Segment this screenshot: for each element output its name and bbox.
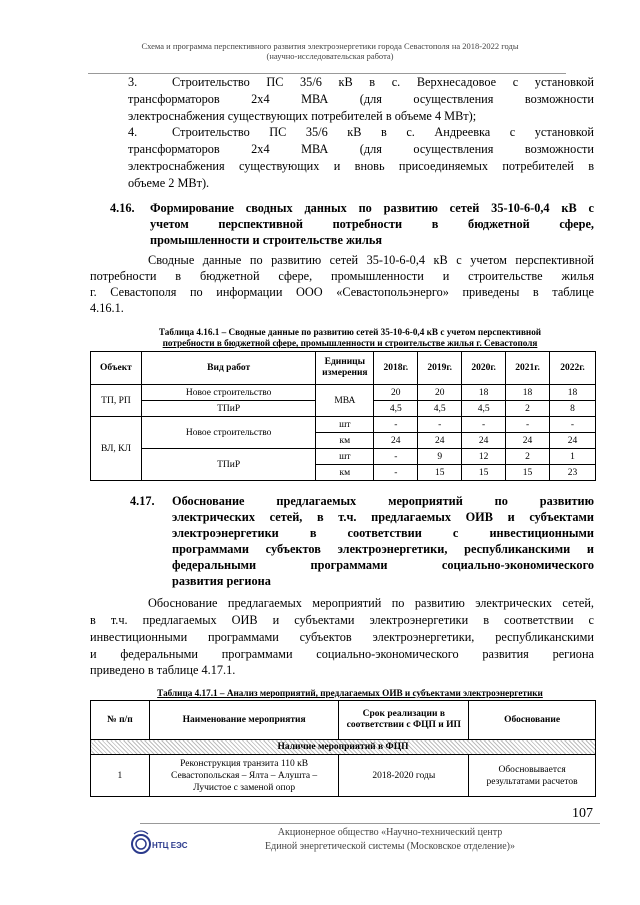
table-cell: Новое строительство xyxy=(141,385,315,401)
table-cell: 15 xyxy=(462,465,506,481)
table-cell: 24 xyxy=(462,433,506,449)
table-development-summary xyxy=(90,351,596,481)
table-cell: ВЛ, КЛ xyxy=(91,417,142,481)
table-group-row xyxy=(91,740,596,755)
section-title: промышленности и строительстве жилья xyxy=(150,233,383,247)
table-cell: - xyxy=(462,417,506,433)
logo-text: НТЦ ЕЭС xyxy=(152,841,188,850)
list-item-text: трансформаторов 2х4 МВА (для осуществления возможности xyxy=(128,92,594,106)
section-title: электроэнергетики в соответствии с инвестиционными xyxy=(172,526,594,540)
section-title: электрических сетей, в т.ч. предлагаемых ОИВ и субъектами xyxy=(172,510,594,524)
column-header: 2022г. xyxy=(550,352,596,385)
table-cell: 12 xyxy=(462,449,506,465)
footer-divider xyxy=(140,823,600,824)
table-measures-analysis xyxy=(90,700,596,797)
table-cell: 24 xyxy=(418,433,462,449)
column-header: Объект xyxy=(91,352,142,385)
table-row xyxy=(91,385,596,401)
running-header-line1: Схема и программа перспективного развития электроэнергетики города Севастополя на 2018-2022 годы xyxy=(141,41,519,51)
paragraph-line: Сводные данные по развитию сетей 35-10-6-0,4 кВ с учетом перспективной xyxy=(148,253,594,267)
table-cell: 2 xyxy=(506,401,550,417)
table-cell: 9 xyxy=(418,449,462,465)
list-item-text: объеме 2 МВт). xyxy=(128,176,210,190)
table-cell: 18 xyxy=(506,385,550,401)
table-cell: Новое строительство xyxy=(141,417,315,449)
list-item-text: Строительство ПС 35/6 кВ в с. Андреевка с установкой xyxy=(172,125,594,139)
table-cell: шт xyxy=(316,417,374,433)
paragraph-line: г. Севастополя по информации ООО «Севастопольэнерго» приведены в таблице xyxy=(90,285,594,299)
table-cell: - xyxy=(374,449,418,465)
table-caption: Таблица 4.17.1 – Анализ мероприятий, предлагаемых ОИВ и субъектами электроэнергетики xyxy=(157,688,543,698)
column-header: Наименование мероприятия xyxy=(149,701,339,740)
table-cell: 18 xyxy=(462,385,506,401)
paragraph-line: в т.ч. предлагаемых ОИВ и субъектами электроэнергетики в соответствии с xyxy=(90,613,594,627)
paragraph-line: и федеральными программами социально-экономического развития региона xyxy=(90,647,594,661)
table-cell: 24 xyxy=(374,433,418,449)
table-cell: 2 xyxy=(506,449,550,465)
table-cell: 24 xyxy=(550,433,596,449)
section-number: 4.17. xyxy=(130,494,155,508)
table-cell: - xyxy=(418,417,462,433)
list-item-text: трансформаторов 2х4 МВА (для осуществления возможности xyxy=(128,142,594,156)
column-header: № п/п xyxy=(91,701,150,740)
table-cell: км xyxy=(316,433,374,449)
table-cell: 4,5 xyxy=(418,401,462,417)
section-title: Формирование сводных данных по развитию сетей 35-10-6-0,4 кВ с xyxy=(150,201,594,215)
section-title: программами субъектов электроэнергетики, республиканскими и xyxy=(172,542,594,556)
paragraph-line: инвестиционными программами субъектов электроэнергетики, республиканскими xyxy=(90,630,594,644)
table-cell: 4,5 xyxy=(374,401,418,417)
table-row xyxy=(91,755,596,797)
table-cell: 1 xyxy=(91,755,150,797)
table-cell: ТПиР xyxy=(141,401,315,417)
list-item-number: 3. xyxy=(128,75,138,89)
running-header-line2: (научно-исследовательская работа) xyxy=(266,51,394,61)
table-cell: 2018-2020 годы xyxy=(339,755,469,797)
table-cell: ТП, РП xyxy=(91,385,142,417)
table-row xyxy=(91,449,596,465)
table-cell: Реконструкция транзита 110 кВ Севастопольская – Ялта – Алушта – Лучистое с заменой опор xyxy=(149,755,339,797)
table-cell: 20 xyxy=(374,385,418,401)
table-cell: Обосновывается результатами расчетов xyxy=(469,755,596,797)
table-cell: - xyxy=(374,465,418,481)
column-header: Единицы измерения xyxy=(316,352,374,385)
table-cell: - xyxy=(374,417,418,433)
column-header: Срок реализации в соответствии с ФЦП и ИП xyxy=(339,701,469,740)
table-cell: ТПиР xyxy=(141,449,315,481)
column-header: 2021г. xyxy=(506,352,550,385)
column-header: Обоснование xyxy=(469,701,596,740)
list-item-text: электроснабжения существующих и вновь присоединяемых потребителей в xyxy=(128,159,594,173)
table-cell: 15 xyxy=(506,465,550,481)
table-cell: 23 xyxy=(550,465,596,481)
section-title: Обоснование предлагаемых мероприятий по развитию xyxy=(172,494,594,508)
paragraph-line: Обоснование предлагаемых мероприятий по развитию электрических сетей, xyxy=(148,596,594,610)
table-cell: - xyxy=(550,417,596,433)
table-cell: МВА xyxy=(316,385,374,417)
table-cell: 1 xyxy=(550,449,596,465)
section-title: федеральными программами социально-экономического xyxy=(172,558,594,572)
paragraph-line: 4.16.1. xyxy=(90,301,124,315)
paragraph-line: потребности в бюджетной сфере, промышленности и строительстве жилья xyxy=(90,269,594,283)
table-cell: 15 xyxy=(418,465,462,481)
table-cell: 18 xyxy=(550,385,596,401)
table-cell: 24 xyxy=(506,433,550,449)
column-header: Вид работ xyxy=(141,352,315,385)
column-header: 2020г. xyxy=(462,352,506,385)
table-cell: км xyxy=(316,465,374,481)
table-cell: 4,5 xyxy=(462,401,506,417)
list-item-number: 4. xyxy=(128,125,138,139)
section-title: учетом перспективной потребности в бюджетной сфере, xyxy=(150,217,594,231)
footer-line2: Единой энергетической системы (Московское отделение)» xyxy=(265,841,515,852)
table-row xyxy=(91,417,596,433)
paragraph-line: приведено в таблице 4.17.1. xyxy=(90,663,236,677)
table-caption: Таблица 4.16.1 – Сводные данные по развитию сетей 35-10-6-0,4 кВ с учетом перспективной xyxy=(158,327,542,337)
table-cell: шт xyxy=(316,449,374,465)
section-number: 4.16. xyxy=(110,201,135,215)
footer-line1: Акционерное общество «Научно-технический центр xyxy=(277,827,503,838)
table-cell: 20 xyxy=(418,385,462,401)
list-item-text: электроснабжения существующих потребителей в объеме 4 МВт); xyxy=(128,109,477,123)
group-header-cell: Наличие мероприятий в ФЦП xyxy=(91,740,596,755)
list-item-text: Строительство ПС 35/6 кВ в с. Верхнесадовое с установкой xyxy=(172,75,594,89)
page-number: 107 xyxy=(572,806,593,821)
column-header: 2018г. xyxy=(374,352,418,385)
section-title: развития региона xyxy=(172,574,271,588)
column-header: 2019г. xyxy=(418,352,462,385)
table-caption: потребности в бюджетной сфере, промышленности и строительстве жилья г. Севастополя xyxy=(162,338,538,348)
table-cell: 8 xyxy=(550,401,596,417)
company-logo xyxy=(130,826,188,862)
table-cell: - xyxy=(506,417,550,433)
